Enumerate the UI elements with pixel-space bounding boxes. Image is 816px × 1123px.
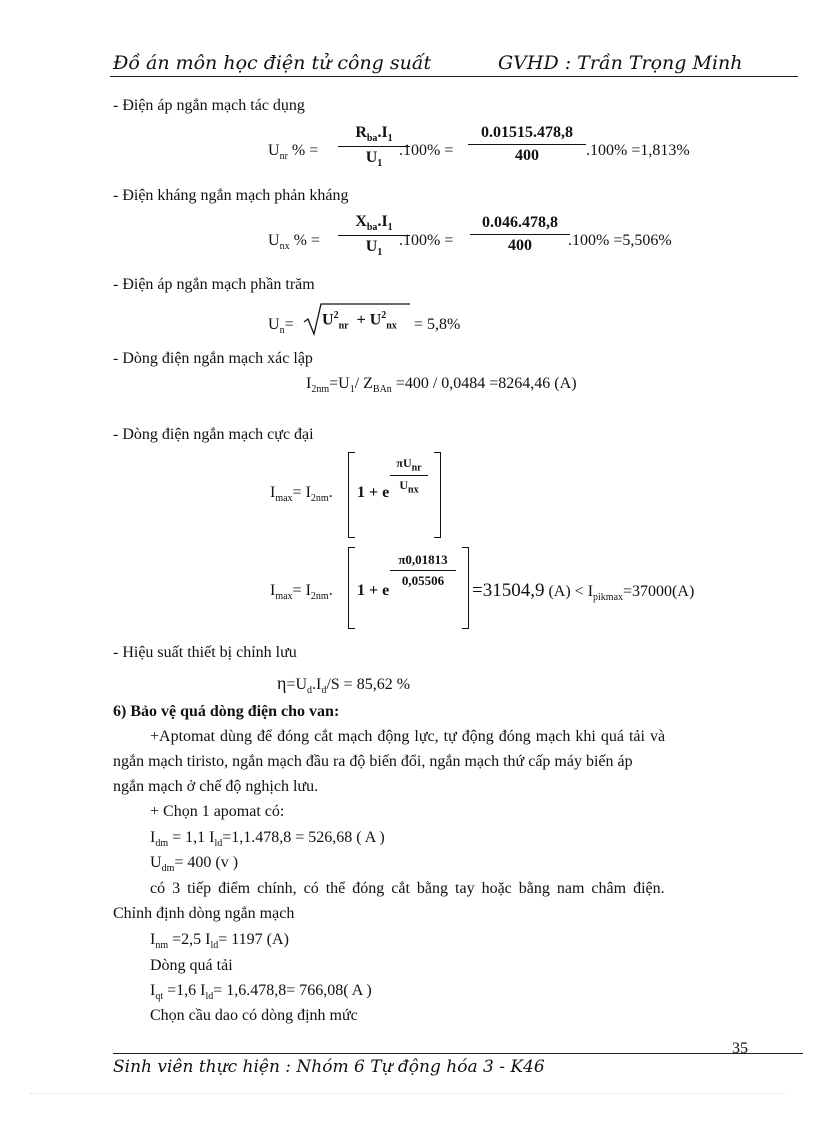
footer-rule [113, 1053, 803, 1054]
s6-formula: $\eta=U_d.I_d/S = 85,62$ % [277, 673, 411, 697]
s7-heading: 6) Bảo vệ quá dòng điện cho van: [113, 703, 340, 720]
s2-fraction-2: $\frac{0.046.478,8}{400}$ [470, 214, 570, 255]
s4-label: - Dòng điện ngắn mạch xác lập [113, 350, 313, 367]
s2-label: - Điện kháng ngắn mạch phản kháng [113, 187, 349, 204]
s1-fraction-2: $\frac{0.01515.478,8}{400}$ [468, 124, 586, 165]
footer-left: Sinh viên thực hiện : Nhóm 6 Tự động hóa 3 - K46 [113, 1057, 545, 1077]
s7-para2-line2: Chỉnh định dòng ngắn mạch [113, 905, 295, 922]
s2-result: .100% =5,506% [568, 232, 672, 249]
s1-lhs: $U_{nr}$ % = [268, 142, 319, 163]
s2-fraction-1: $X_{ba}.I_1$ $U_1$ [338, 213, 410, 258]
page-number: 35 [732, 1040, 748, 1057]
s7-udm: $U_{dm}= 400$ (v ) [150, 854, 239, 875]
s1-fraction-1: $R_{ba}.I_1$ $U_1$ [338, 124, 410, 169]
header-left: Đồ án môn học điện tử công suất [113, 52, 432, 74]
s5-result: =31504,9 $(A) < I_{pikmax}=37000(A)$ [472, 580, 695, 604]
s7-para1-line3: ngắn mạch ở chế độ nghịch lưu. [113, 778, 319, 795]
s5-exponent-2: $\frac{\pi 0,01813}{0,05506}$ [390, 552, 456, 589]
s3-lhs: $U_n=$ [268, 316, 294, 337]
s7-para2-line1: có 3 tiếp điểm chính, có thể đóng cắt bằng tay hoặc bằng nam châm điện. [150, 880, 665, 897]
s5-imax-2: $I_{max}= I_{2nm}$. [270, 582, 333, 603]
s7-overload: Dòng quá tải [150, 957, 233, 974]
s2-lhs: $U_{nx}$ % = [268, 232, 320, 253]
s7-para1-line1: +Aptomat dùng để đóng cắt mạch động lực, tự động đóng mạch khi quá tải và [150, 728, 666, 745]
s7-iqt: $I_{qt} =1,6$ $I_{ld}= 1,6.478,8= 766,08$( A ) [150, 982, 372, 1003]
s1-label: - Điện áp ngắn mạch tác dụng [113, 97, 305, 114]
s7-inm: $I_{nm} =2,5$ $I_{ld}= 1197$ (A) [150, 931, 289, 952]
right-bracket-1 [434, 452, 441, 538]
s1-mid: .100% = [399, 142, 454, 159]
s5-one-e-1: 1 + e [357, 484, 390, 501]
right-bracket-2 [462, 547, 469, 629]
s7-choose: + Chọn 1 apomat có: [150, 803, 285, 820]
header-rule [110, 76, 798, 77]
s5-imax-1: $I_{max}= I_{2nm}$. [270, 484, 333, 505]
s7-idm: $I_{dm} = 1,1$ $I_{ld}=1,1.478,8 = 526,68$ ( A ) [150, 829, 385, 850]
s1-result: .100% =1,813% [586, 142, 690, 159]
s7-para1-line2: ngắn mạch tiristo, ngắn mạch đầu ra độ biến đổi, ngắn mạch thứ cấp máy biến áp [113, 753, 633, 770]
s3-label: - Điện áp ngắn mạch phần trăm [113, 276, 315, 293]
bottom-dotted-line [30, 1093, 786, 1094]
s4-formula: $I_{2nm}=U_1/$ $Z_{BAn} =400 / 0,0484 =8264,46$ (A) [306, 375, 577, 396]
s2-mid: .100% = [399, 232, 454, 249]
s3-result: = 5,8% [414, 316, 461, 333]
left-bracket-2 [348, 547, 355, 629]
header-right: GVHD : Trần Trọng Minh [498, 52, 743, 74]
left-bracket-1 [348, 452, 355, 538]
s6-label: - Hiệu suất thiết bị chỉnh lưu [113, 644, 297, 661]
s5-label: - Dòng điện ngắn mạch cực đại [113, 426, 314, 443]
s3-radicand: $U^2_{nr} + U^2_{nx}$ [322, 310, 397, 332]
s5-exponent-1: $\pi U_{nr}$ $U_{nx}$ [390, 456, 428, 496]
s7-last: Chọn cầu dao có dòng định mức [150, 1007, 358, 1024]
s5-one-e-2: 1 + e [357, 582, 390, 599]
